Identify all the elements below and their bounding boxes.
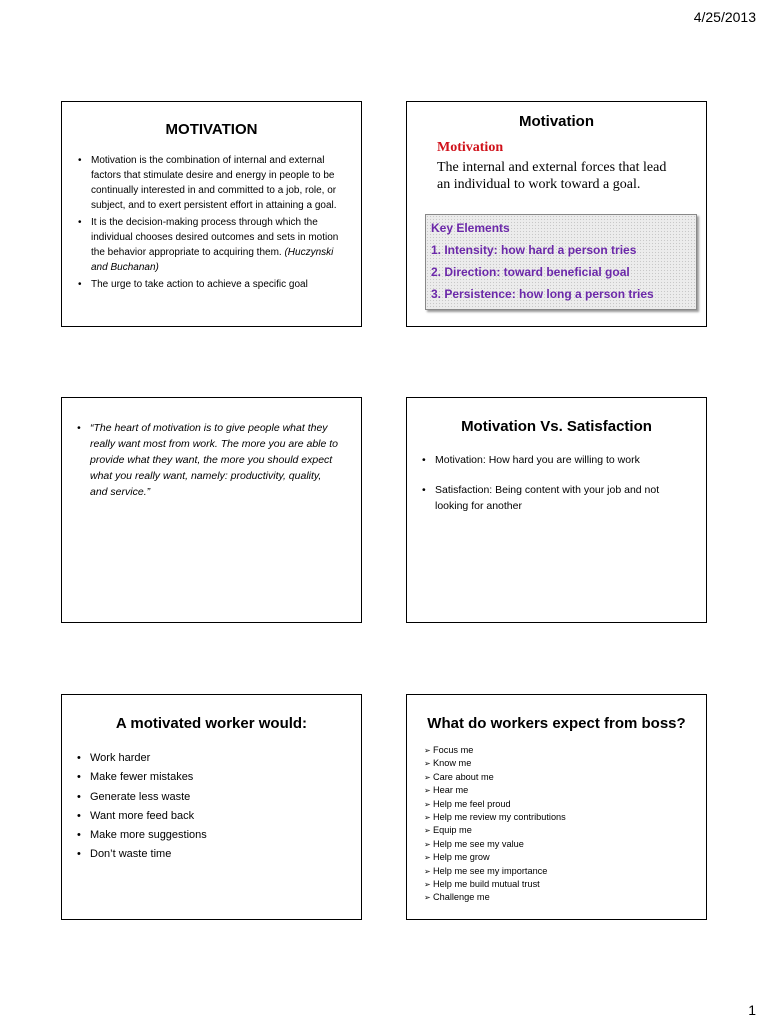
key-element-item: 3. Persistence: how long a person tries (431, 287, 654, 301)
bullet-icon: • (77, 752, 81, 764)
bullet-icon: • (422, 484, 426, 496)
bullet-icon: • (77, 829, 81, 842)
slide-title: MOTIVATION (165, 121, 258, 138)
list-item: • Generate less waste (72, 788, 345, 807)
slide-1-motivation-definition (61, 101, 362, 327)
arrow-bullet-icon: ➢ (424, 880, 431, 890)
definition-text: The internal and external forces that lead an individual to work toward a goal. (437, 160, 667, 192)
list-item: ➢ Help me see my value (424, 838, 706, 851)
list-item: ➢ Help me review my contributions (424, 811, 706, 824)
arrow-bullet-icon: ➢ (424, 866, 431, 876)
list-item: • Don’t waste time (72, 845, 345, 864)
list-item: ➢ Help me build mutual trust (424, 878, 706, 891)
list-item (72, 420, 341, 500)
slide-5-motivated-worker (61, 694, 362, 920)
slide-3-quote (61, 397, 362, 623)
arrow-bullet-icon: ➢ (424, 746, 431, 755)
bullet-list (72, 420, 341, 500)
bullet-icon: • (77, 771, 81, 784)
arrow-bullet-icon: ➢ (424, 826, 431, 836)
list-item: ➢ Equip me (424, 824, 706, 837)
arrow-bullet-icon: ➢ (424, 839, 431, 849)
arrow-bullet-icon: ➢ (424, 853, 431, 863)
slide-6-worker-expectations (406, 694, 707, 920)
bullet-icon: • (78, 279, 82, 290)
list-item: • Work harder (72, 749, 345, 768)
arrow-bullet-icon: ➢ (424, 799, 431, 809)
slide-title: What do workers expect from boss? (427, 715, 686, 732)
list-item: • Make fewer mistakes (72, 768, 345, 787)
key-element-item: 1. Intensity: how hard a person tries (431, 243, 637, 257)
page-number: 1 (748, 1002, 756, 1018)
list-item: ➢ Help me see my importance (424, 865, 706, 878)
bullet-icon: • (77, 790, 81, 803)
bullet-list (72, 749, 345, 865)
slide-4-motivation-vs-satisfaction (406, 397, 707, 623)
list-item: • Satisfaction: Being content with your job and not looking for another (422, 484, 660, 512)
list-item: ➢ Know me (424, 757, 706, 770)
slide-title: A motivated worker would: (115, 715, 308, 732)
list-item: • Make more suggestions (72, 826, 345, 845)
bullet-list (417, 452, 690, 514)
slide-title: Motivation Vs. Satisfaction (461, 418, 652, 435)
arrow-bullet-icon: ➢ (424, 786, 431, 796)
list-item: • Motivation is the combination of internal and external factors that stimulate desire and energy in people to be continually interested in and committed to a job, role, or subject, and to exert persistent effort in attaining a goal. (78, 155, 337, 211)
list-item: • Motivation: How hard you are willing to work (422, 454, 640, 466)
bullet-icon: • (77, 848, 81, 861)
bullet-icon: • (422, 454, 426, 466)
bullet-icon: • (77, 809, 81, 822)
arrow-bullet-icon: ➢ (424, 813, 431, 823)
definition-term: Motivation (437, 140, 504, 155)
list-item: ➢ Help me grow (424, 851, 706, 864)
arrow-bullet-icon: ➢ (424, 893, 431, 903)
list-item: ➢ Help me feel proud (424, 798, 706, 811)
bullet-icon: • (78, 155, 82, 166)
citation: (Huczynski and Buchanan) (91, 247, 334, 273)
bullet-icon: • (77, 422, 81, 434)
list-item: • Want more feed back (72, 807, 345, 826)
list-item: • It is the decision-making process through which the individual chooses desired outcomes and sets in motion the behavior appropriate to acquiring them. (Huczynski and Buchanan) (78, 217, 339, 273)
key-elements-heading: Key Elements (431, 221, 510, 235)
arrow-bullet-icon: ➢ (424, 759, 431, 769)
list-item: ➢ Focus me (424, 744, 706, 757)
quote-text: “The heart of motivation is to give people what they really want most from work. The more you are able to provide what they want, the more you should expect what you really want, namely: productivity, quality, and service.” (90, 422, 339, 498)
list-item: • The urge to take action to achieve a specific goal (78, 279, 308, 290)
slide-title: Motivation (519, 113, 594, 130)
key-element-item: 2. Direction: toward beneficial goal (431, 265, 630, 279)
expectation-list (424, 744, 706, 905)
slide-2-motivation-key-elements (406, 101, 707, 327)
arrow-bullet-icon: ➢ (424, 772, 431, 782)
bullet-icon: • (78, 217, 82, 228)
key-elements-box (425, 214, 697, 310)
list-item: ➢ Challenge me (424, 891, 706, 904)
bullet-list (73, 153, 345, 292)
list-item: ➢ Care about me (424, 771, 706, 784)
page-date: 4/25/2013 (693, 9, 756, 25)
list-item: ➢ Hear me (424, 784, 706, 797)
